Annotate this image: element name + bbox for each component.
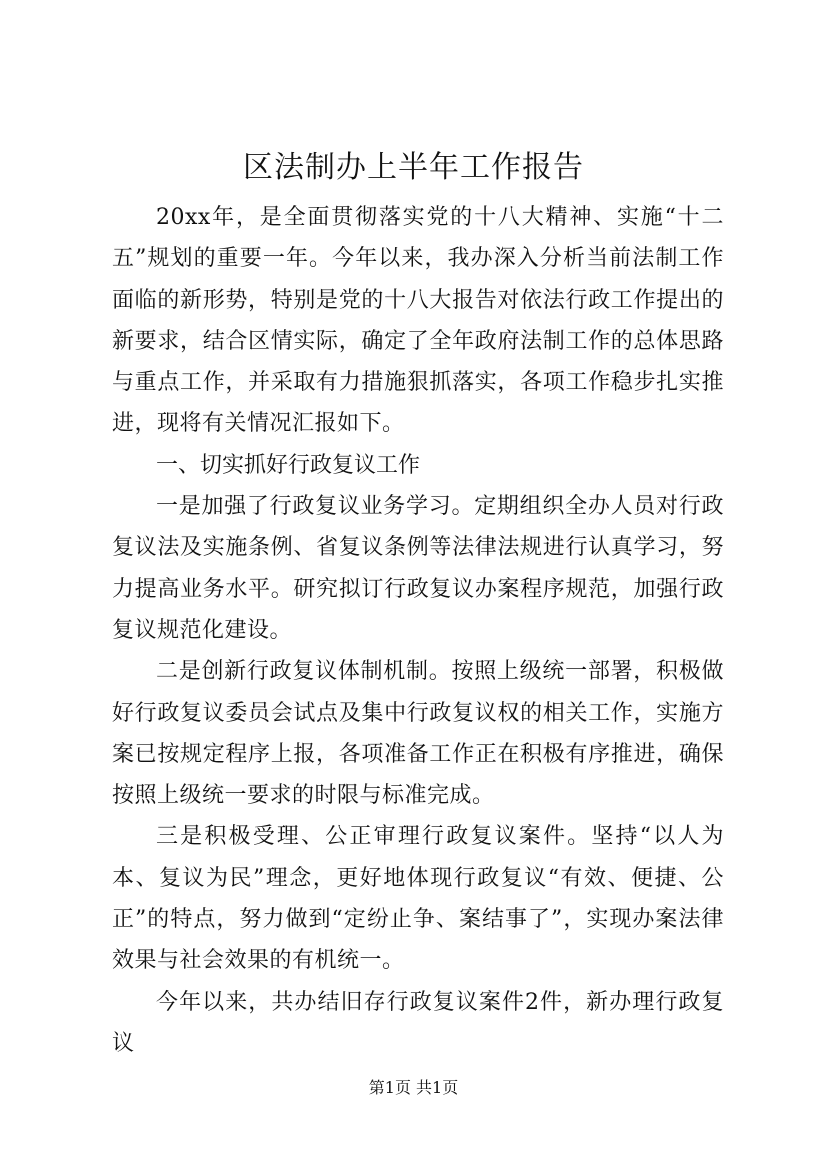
paragraph-item-1: 一是加强了行政复议业务学习。定期组织全办人员对行政复议法及实施条例、省复议条例等法律法规进行认真学习，努力提高业务水平。研究拟订行政复议办案程序规范，加强行政复议规范化建设。 [112, 494, 724, 643]
paragraph-item-2: 二是创新行政复议体制机制。按照上级统一部署，积极做好行政复议委员会试点及集中行政复议权的相关工作，实施方案已按规定程序上报，各项准备工作正在积极有序推进，确保按照上级统一要求的时限与标准完成。 [112, 659, 724, 809]
intro-paragraph: 20xx年，是全面贯彻落实党的十八大精神、实施“十二五”规划的重要一年。今年以来，我办深入分析当前法制工作面临的新形势，特别是党的十八大报告对依法行政工作提出的新要求，结合区情实际，确定了全年政府法制工作的总体思路与重点工作，并采取有力措施狠抓落实，各项工作稳步扎实推进，现将有关情况汇报如下。 [112, 205, 724, 437]
document-body [112, 197, 724, 1064]
document-title: 区法制办上半年工作报告 [243, 150, 584, 185]
section-heading: 一、切实抓好行政复议工作 [156, 452, 421, 478]
paragraph-item-3: 三是积极受理、公正审理行政复议案件。坚持“以人为本、复议为民”理念，更好地体现行政复议“有效、便捷、公正”的特点，努力做到“定纷止争、案结事了”，实现办案法律效果与社会效果的有机统一。 [112, 824, 724, 974]
page-footer: 第1页 共1页 [368, 1078, 459, 1097]
paragraph-item-4: 今年以来，共办结旧存行政复议案件2件，新办理行政复议 [112, 989, 724, 1056]
